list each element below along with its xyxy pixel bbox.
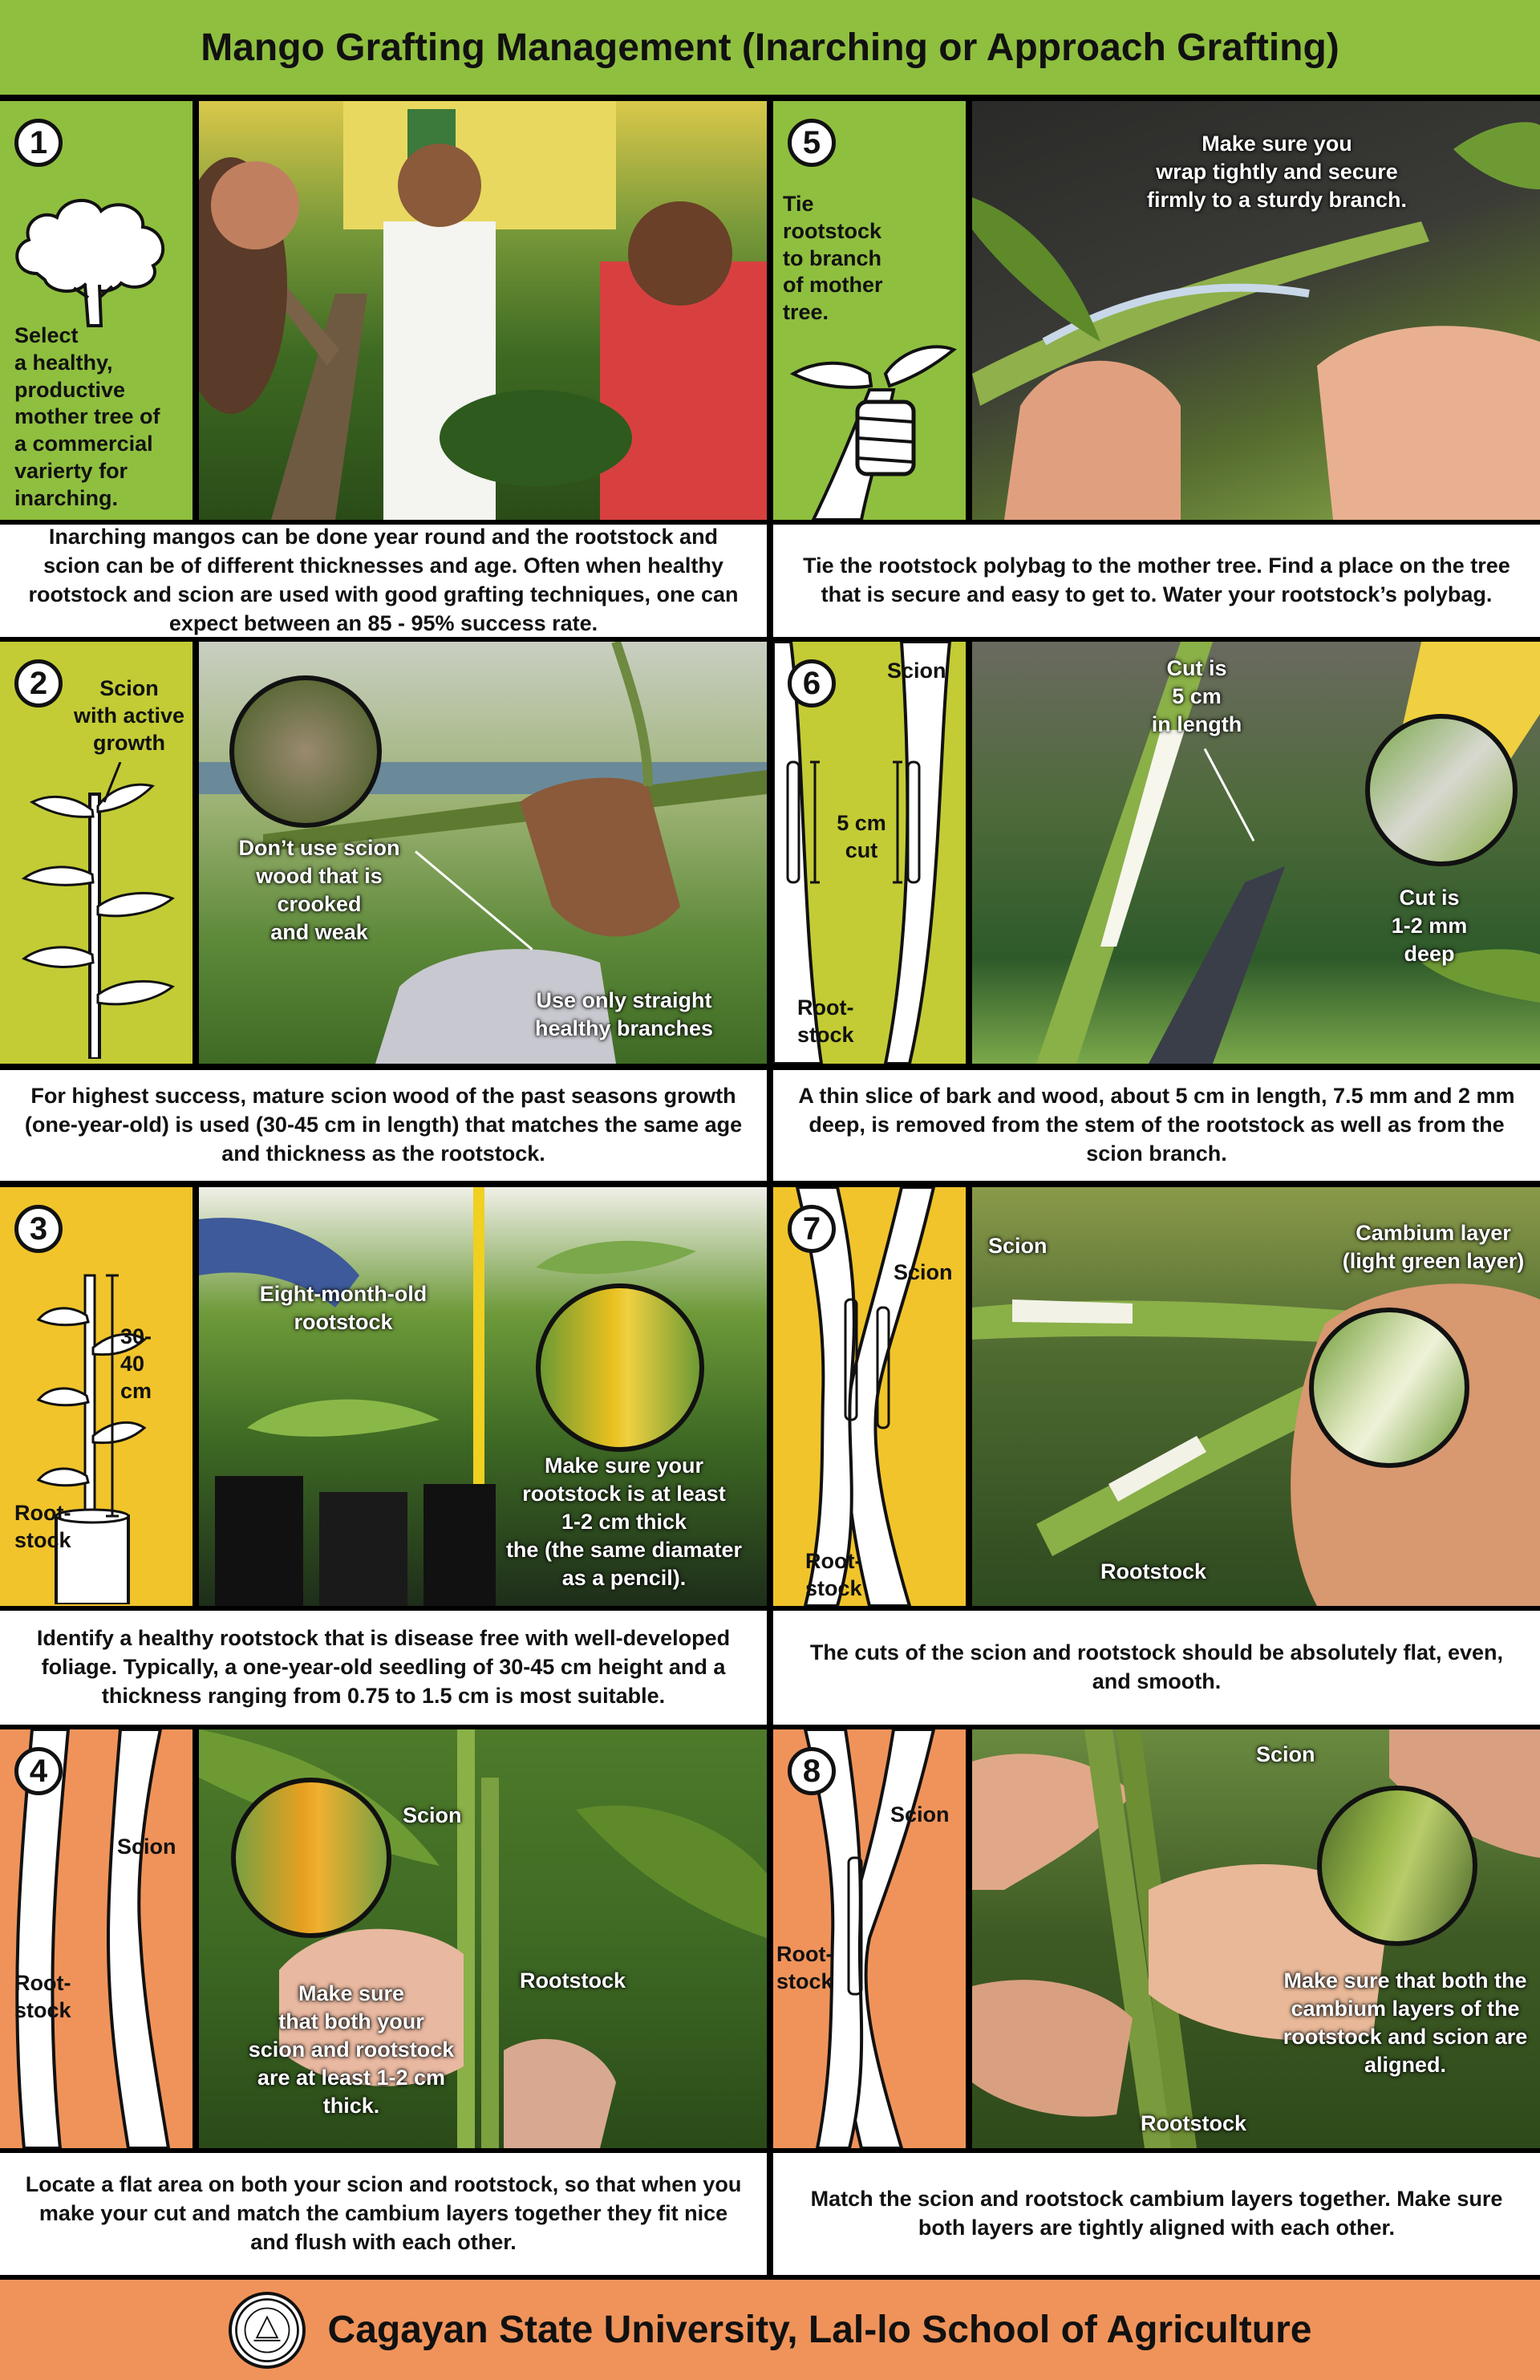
university-seal-logo — [229, 2292, 306, 2369]
step-3-panel — [0, 1187, 767, 1606]
step-8-photo-label-3: Rootstock — [1141, 2111, 1247, 2135]
step-2-panel — [0, 642, 767, 1064]
step-8-photo-label-2: Make sure that both the cambium layers of the rootstock and scion are aligned. — [1283, 1968, 1528, 2078]
step-5-number: 5 — [788, 119, 836, 167]
step-4-label-scion: Scion — [117, 1835, 176, 1859]
step-3-photo-label-2: Make sure your rootstock is at least 1-2 cm thick the (the same diamater as a pencil). — [505, 1454, 743, 1591]
step-2-photo — [199, 642, 767, 1064]
step-6-photo — [972, 642, 1540, 1064]
step-5-label: Tie rootstock to branch of mother tree. — [783, 192, 883, 324]
step-1-number: 1 — [14, 119, 63, 167]
step-8-magnifier — [1317, 1786, 1477, 1946]
step-6-photo-label-2: Cut is 1-2 mm deep — [1391, 886, 1468, 967]
step-7-sidebar — [773, 1187, 966, 1606]
step-6-label-rootstock: Root- stock — [797, 995, 854, 1047]
step-4-photo-label-2: Rootstock — [520, 1968, 626, 1993]
step-2-sidebar — [0, 642, 192, 1064]
step-3-sidebar — [0, 1187, 192, 1606]
step-4-photo-label-1: Scion — [403, 1803, 462, 1827]
mother-tree-scene — [199, 101, 767, 520]
step-7-photo — [972, 1187, 1540, 1606]
step-7-label-scion: Scion — [894, 1260, 953, 1284]
footer-bar — [0, 2280, 1540, 2380]
step-3-photo — [199, 1187, 767, 1606]
tree-icon — [5, 185, 181, 330]
step-8-label-scion: Scion — [890, 1802, 950, 1827]
step-7-magnifier — [1309, 1308, 1469, 1468]
step-6-label-cut: 5 cm cut — [837, 811, 886, 862]
step-6-caption: A thin slice of bark and wood, about 5 cm in length, 7.5 mm and 2 mm deep, is removed from the stem of the rootstock as well as from the scion branch. — [773, 1070, 1540, 1181]
step-7-photo-label-2: Cambium layer (light green layer) — [1342, 1221, 1525, 1274]
step-5-photo — [972, 101, 1540, 520]
step-3-label-rootstock: Root- stock — [14, 1501, 71, 1552]
step-2-magnifier — [229, 675, 382, 828]
step-8-panel — [773, 1729, 1540, 2148]
step-8-label-rootstock: Root- stock — [776, 1942, 833, 1993]
step-4-panel — [0, 1729, 767, 2148]
step-8-photo-label-1: Scion — [1256, 1742, 1315, 1766]
step-1-sidebar — [0, 101, 192, 520]
step-2-photo-label-2: Use only straight healthy branches — [534, 988, 714, 1041]
step-8-sidebar — [773, 1729, 966, 2148]
step-7-photo-label-1: Scion — [988, 1234, 1048, 1258]
step-4-photo-label-3: Make sure that both your scion and rootstock are at least 1-2 cm thick. — [248, 1981, 455, 2118]
title-bar — [0, 0, 1540, 95]
step-5-photo-label: Make sure you wrap tightly and secure firmly to a sturdy branch. — [1146, 132, 1408, 213]
step-4-number: 4 — [14, 1747, 63, 1795]
step-3-label-height: 30- 40 cm — [120, 1324, 152, 1403]
step-5-panel — [773, 101, 1540, 520]
step-7-caption: The cuts of the scion and rootstock should be absolutely flat, even, and smooth. — [773, 1611, 1540, 1725]
step-1-label: Select a healthy, productive mother tree of a commercial varierty for inarching. — [14, 323, 160, 510]
step-7-photo-label-3: Rootstock — [1100, 1559, 1207, 1583]
step-8-photo — [972, 1729, 1540, 2148]
step-3-number: 3 — [14, 1205, 63, 1253]
scion-plant-icon — [16, 762, 184, 1059]
step-1-photo — [199, 101, 767, 520]
step-8-caption: Match the scion and rootstock cambium layers together. Make sure both layers are tightly aligned with each other. — [773, 2153, 1540, 2275]
step-4-magnifier — [231, 1778, 391, 1938]
step-7-number: 7 — [788, 1205, 836, 1253]
step-2-number: 2 — [14, 659, 63, 708]
step-5-caption: Tie the rootstock polybag to the mother tree. Find a place on the tree that is secure and easy to get to. Water your rootstock’s polybag. — [773, 525, 1540, 637]
tie-branch-icon — [781, 342, 966, 520]
step-4-sidebar — [0, 1729, 192, 2148]
step-5-sidebar — [773, 101, 966, 520]
step-3-photo-label-1: Eight-month-old rootstock — [259, 1282, 428, 1335]
step-6-label-scion: Scion — [887, 659, 946, 683]
step-6-sidebar — [773, 642, 966, 1064]
step-7-panel — [773, 1187, 1540, 1606]
page-title: Mango Grafting Management (Inarching or Approach Grafting) — [201, 26, 1339, 69]
step-1-panel — [0, 101, 767, 520]
step-6-photo-label-1: Cut is 5 cm in length — [1151, 656, 1242, 737]
step-4-caption: Locate a flat area on both your scion and rootstock, so that when you make your cut and match the cambium layers together they fit nice and flush with each other. — [0, 2153, 767, 2275]
footer-institution: Cagayan State University, Lal-lo School of Agriculture — [327, 2309, 1312, 2351]
step-3-caption: Identify a healthy rootstock that is disease free with well-developed foliage. Typically, a one-year-old seedling of 30-45 cm height and a thickness ranging from 0.75 to 1.5 cm is most suitable. — [0, 1611, 767, 1725]
step-3-magnifier — [536, 1283, 704, 1452]
step-1-caption: Inarching mangos can be done year round and the rootstock and scion can be of different thicknesses and age. Often when healthy rootstock and scion are used with good grafting techniques, one can expect between an 85 - 95% success rate. — [0, 525, 767, 637]
step-4-photo — [199, 1729, 767, 2148]
aligned-cambium-scene — [972, 1729, 1540, 2148]
step-2-caption: For highest success, mature scion wood of the past seasons growth (one-year-old) is used (30-45 cm in length) that matches the same age and thickness as the rootstock. — [0, 1070, 767, 1181]
step-7-label-rootstock: Root- stock — [805, 1549, 862, 1600]
step-4-label-rootstock: Root- stock — [14, 1971, 71, 2022]
step-8-number: 8 — [788, 1747, 836, 1795]
step-6-magnifier — [1365, 714, 1518, 866]
step-2-label: Scion with active growth — [73, 676, 185, 755]
step-6-number: 6 — [788, 659, 836, 708]
step-2-photo-label-1: Don’t use scion wood that is crooked and weak — [238, 836, 400, 945]
step-6-panel — [773, 642, 1540, 1064]
